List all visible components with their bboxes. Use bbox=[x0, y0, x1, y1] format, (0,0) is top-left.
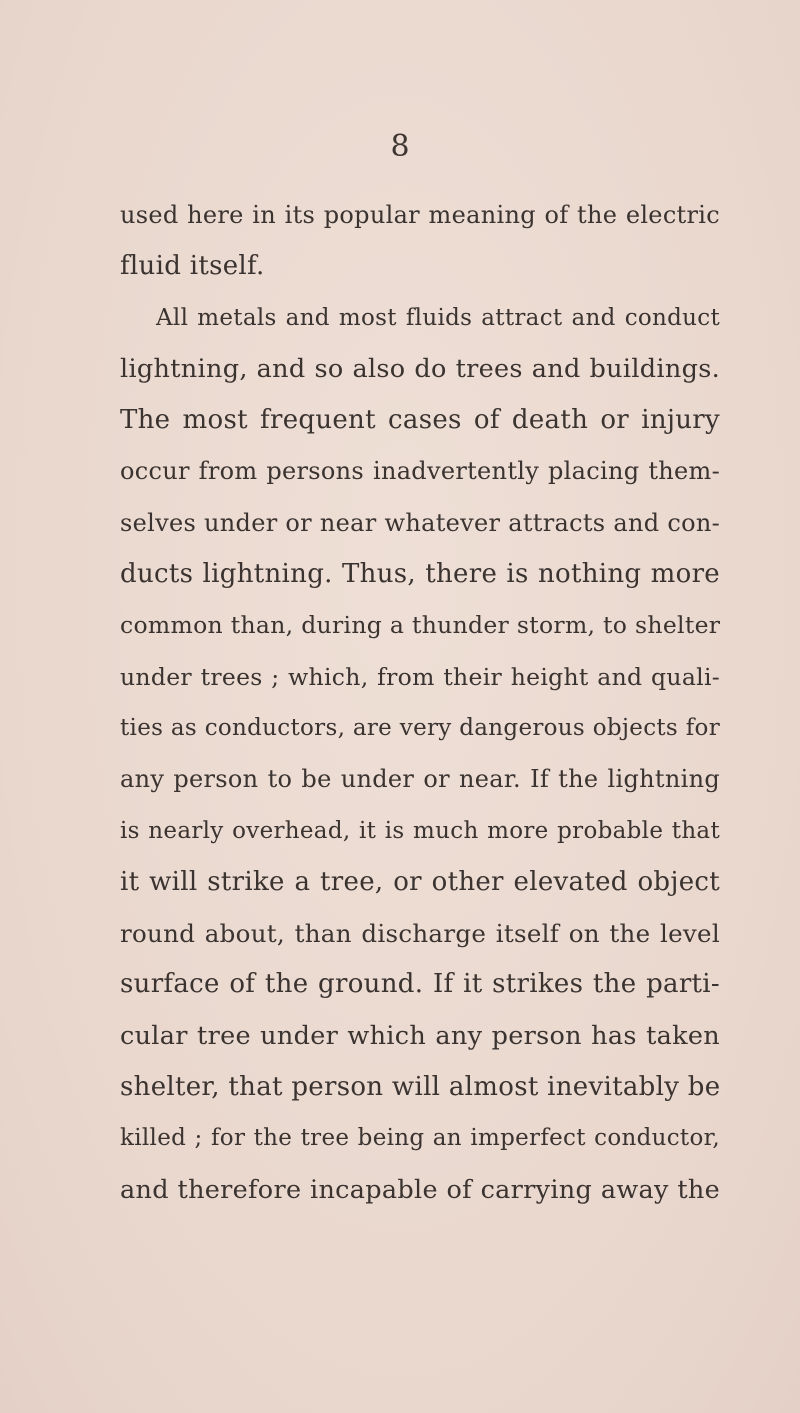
text-line: and therefore incapable of carrying away the bbox=[120, 1174, 720, 1205]
body-text bbox=[120, 190, 720, 1216]
text-line: round about, than discharge itself on the level bbox=[120, 919, 720, 949]
text-line: shelter, that person will almost inevitably be bbox=[120, 1072, 721, 1103]
page-number: 8 bbox=[390, 129, 410, 164]
text-line: used here in its popular meaning of the electric bbox=[120, 201, 720, 229]
text-line: ducts lightning. Thus, there is nothing more bbox=[120, 559, 720, 590]
text-line: killed ; for the tree being an imperfect conductor, bbox=[120, 1125, 720, 1152]
text-line: ties as conductors, are very dangerous objects for bbox=[120, 714, 720, 741]
text-line: common than, during a thunder storm, to shelter bbox=[120, 611, 721, 640]
text-line: occur from persons inadvertently placing them- bbox=[120, 457, 720, 486]
text-line: The most frequent cases of death or injury bbox=[120, 405, 720, 436]
text-line: All metals and most fluids attract and conduct bbox=[156, 304, 720, 331]
text-line: any person to be under or near. If the lightning bbox=[120, 765, 720, 794]
text-line: under trees ; which, from their height and quali- bbox=[120, 662, 720, 691]
text-line: is nearly overhead, it is much more probable that bbox=[120, 817, 720, 844]
text-line: lightning, and so also do trees and buildings. bbox=[120, 353, 720, 384]
text-line: fluid itself. bbox=[120, 251, 265, 282]
text-line: surface of the ground. If it strikes the parti- bbox=[120, 969, 720, 1000]
text-line: selves under or near whatever attracts and con- bbox=[120, 508, 720, 537]
text-line: it will strike a tree, or other elevated object bbox=[120, 866, 720, 897]
text-line: cular tree under which any person has taken bbox=[120, 1020, 720, 1051]
